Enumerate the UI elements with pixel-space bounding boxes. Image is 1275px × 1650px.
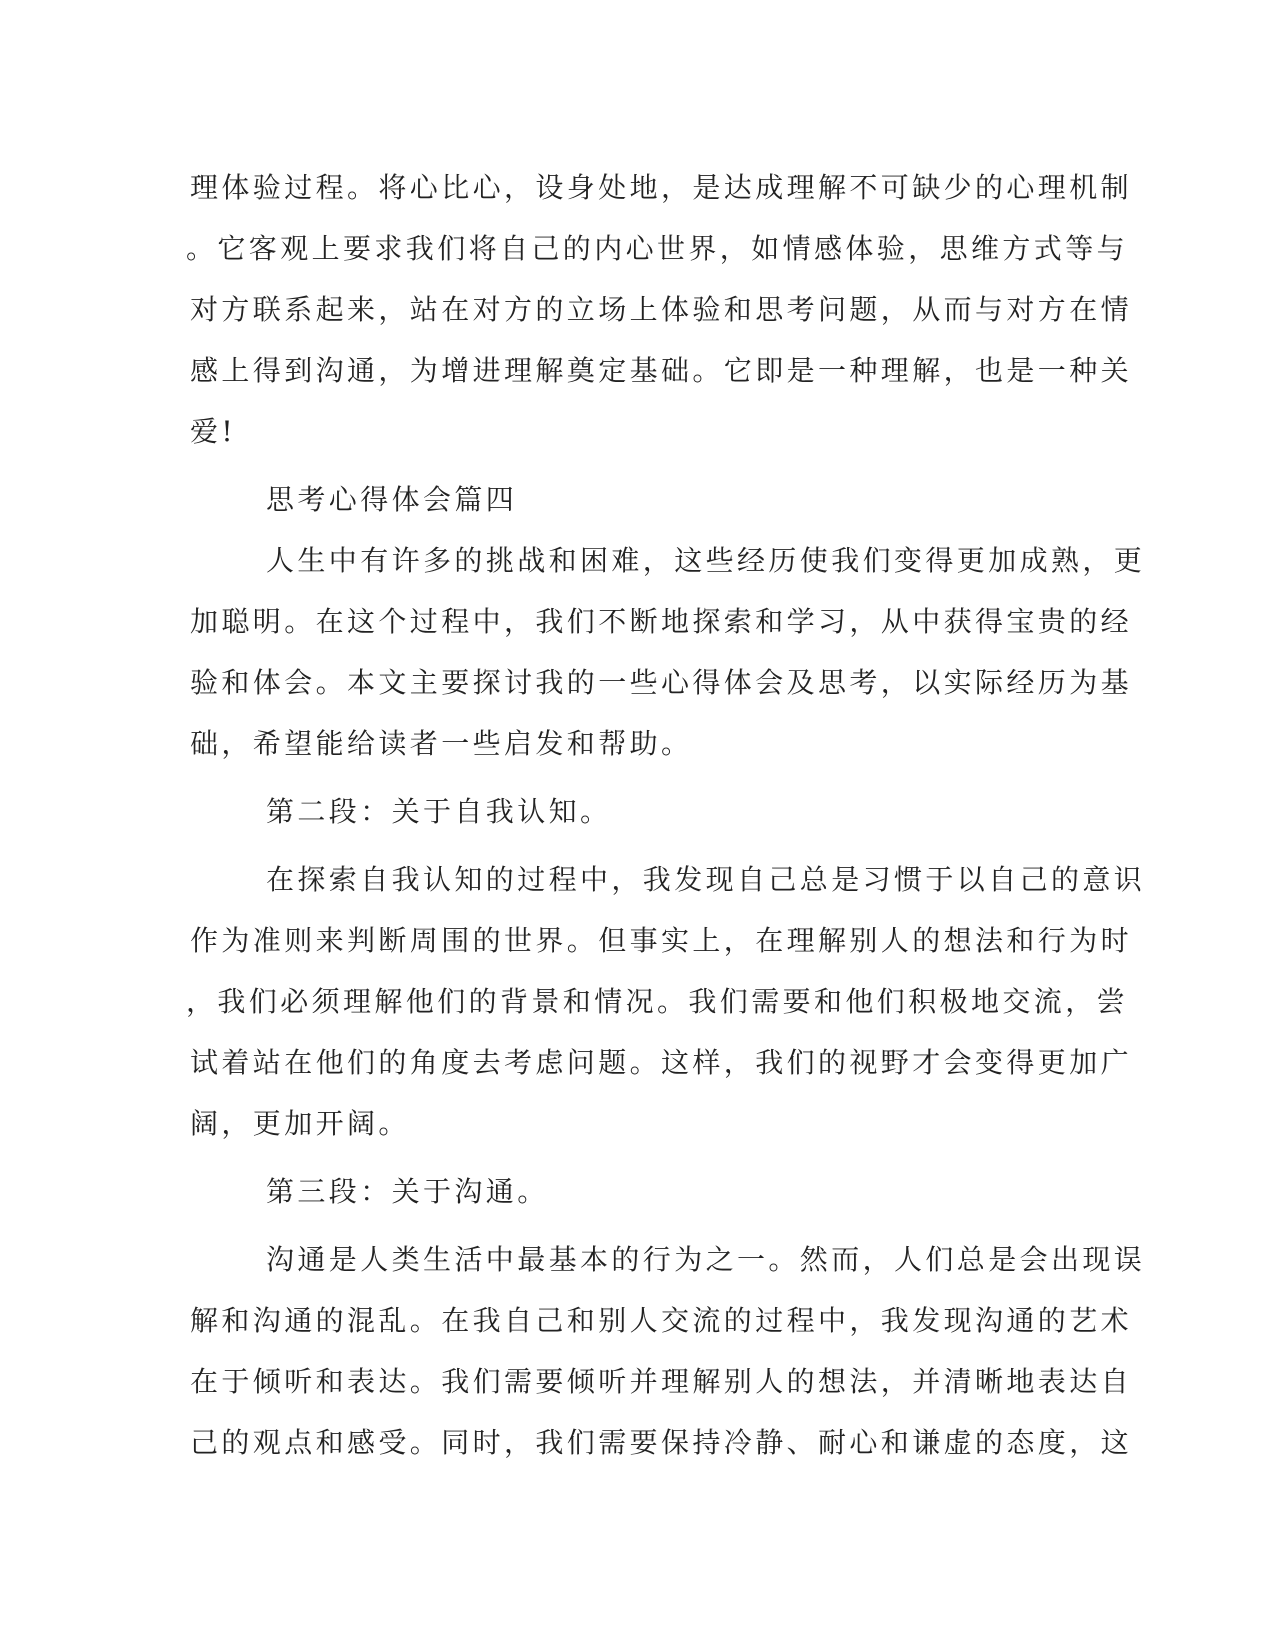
text-line: 础，希望能给读者一些启发和帮助。: [190, 727, 693, 760]
text-line: 验和体会。本文主要探讨我的一些心得体会及思考，以实际经历为基: [190, 666, 1133, 699]
paragraph-heading: 第三段：关于沟通。: [266, 1175, 549, 1208]
paragraph-heading: 第二段：关于自我认知。: [266, 795, 612, 828]
text-line: 。它客观上要求我们将自己的内心世界，如情感体验，思维方式等与: [186, 232, 1129, 265]
text-line: 对方联系起来，站在对方的立场上体验和思考问题，从而与对方在情: [190, 293, 1133, 326]
text-line: 在探索自我认知的过程中，我发现自己总是习惯于以自己的意识: [266, 863, 1146, 896]
text-line: 在于倾听和表达。我们需要倾听并理解别人的想法，并清晰地表达自: [190, 1365, 1133, 1398]
text-line: ，我们必须理解他们的背景和情况。我们需要和他们积极地交流，尝: [186, 985, 1129, 1018]
text-line: 人生中有许多的挑战和困难，这些经历使我们变得更加成熟，更: [266, 544, 1146, 577]
section-heading: 思考心得体会篇四: [266, 483, 518, 516]
text-line: 感上得到沟通，为增进理解奠定基础。它即是一种理解，也是一种关: [190, 354, 1133, 387]
text-line: 解和沟通的混乱。在我自己和别人交流的过程中，我发现沟通的艺术: [190, 1304, 1133, 1337]
text-line: 加聪明。在这个过程中，我们不断地探索和学习，从中获得宝贵的经: [190, 605, 1133, 638]
text-line: 沟通是人类生活中最基本的行为之一。然而，人们总是会出现误: [266, 1243, 1146, 1276]
text-line: 爱!: [190, 415, 237, 448]
text-line: 阔，更加开阔。: [190, 1107, 410, 1140]
text-line: 己的观点和感受。同时，我们需要保持冷静、耐心和谦虚的态度，这: [190, 1426, 1133, 1459]
text-line: 试着站在他们的角度去考虑问题。这样，我们的视野才会变得更加广: [190, 1046, 1133, 1079]
text-line: 理体验过程。将心比心，设身处地，是达成理解不可缺少的心理机制: [190, 171, 1133, 204]
text-line: 作为准则来判断周围的世界。但事实上，在理解别人的想法和行为时: [190, 924, 1133, 957]
